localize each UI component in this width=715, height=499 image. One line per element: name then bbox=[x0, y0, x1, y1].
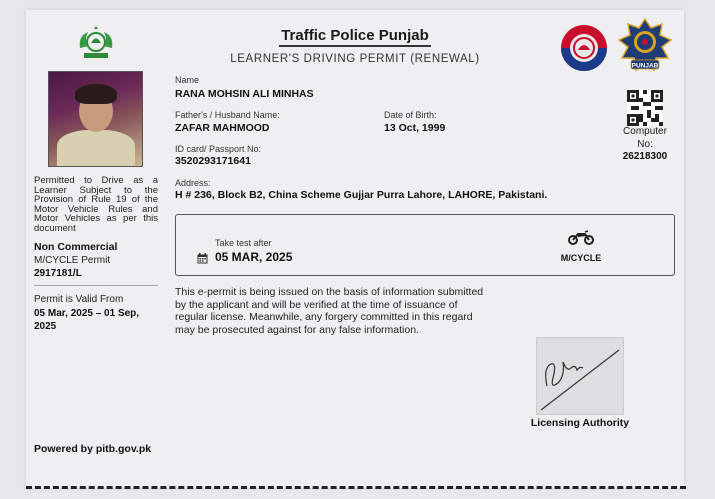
father-name: ZAFAR MAHMOOD bbox=[175, 122, 270, 134]
address-label: Address: bbox=[175, 178, 211, 188]
test-date: 05 MAR, 2025 bbox=[215, 250, 293, 264]
applicant-photo bbox=[48, 71, 143, 167]
signature-icon bbox=[537, 338, 623, 414]
signature-caption: Licensing Authority bbox=[530, 417, 630, 429]
test-label: Take test after bbox=[215, 238, 272, 248]
qr-code-icon bbox=[627, 90, 663, 126]
father-name-label: Father's / Husband Name: bbox=[175, 110, 280, 120]
calendar-icon bbox=[197, 253, 208, 264]
vehicle-category: Non Commercial bbox=[34, 241, 118, 253]
computer-number: 26218300 bbox=[622, 151, 668, 162]
svg-text:PUNJAB: PUNJAB bbox=[631, 62, 659, 70]
name-label: Name bbox=[175, 75, 200, 85]
page-subtitle: LEARNER'S DRIVING PERMIT (RENEWAL) bbox=[230, 53, 480, 65]
page-title: Traffic Police Punjab bbox=[26, 27, 684, 44]
date-of-birth: 13 Oct, 1999 bbox=[384, 122, 446, 134]
powered-by: Powered by pitb.gov.pk bbox=[34, 443, 152, 455]
punjab-police-emblem-icon bbox=[560, 24, 608, 72]
cut-line bbox=[26, 486, 686, 489]
applicant-name: RANA MOHSIN ALI MINHAS bbox=[175, 88, 314, 100]
disclaimer-text: This e-permit is being issued on the basis of information submitted by the applicant and will be verified at the time of issuance of regular license. Meanwhile, any forgery committed in this regard may be prosecuted against for any false information. bbox=[175, 286, 484, 336]
valid-label: Permit is Valid From bbox=[34, 294, 124, 305]
dob-label: Date of Birth: bbox=[384, 110, 437, 120]
valid-range: 05 Mar, 2025 – 01 Sep, 2025 bbox=[34, 308, 140, 332]
test-vehicle: M/CYCLE bbox=[560, 253, 602, 263]
permit-number: 2917181/L bbox=[34, 268, 82, 279]
signature-box bbox=[536, 337, 624, 415]
address: H # 236, Block B2, China Scheme Gujjar Purra Lahore, LAHORE, Pakistani. bbox=[175, 189, 548, 201]
id-number: 3520293171641 bbox=[175, 155, 251, 167]
motorcycle-icon bbox=[568, 229, 594, 245]
permit-conditions-text: Permitted to Drive as a Learner Subject to the Provision of Rule 19 of the Motor Vehicle Rules and Motor Vehicles as per this document bbox=[34, 175, 158, 234]
id-label: ID card/ Passport No: bbox=[175, 144, 262, 154]
permit-card bbox=[26, 10, 684, 488]
left-divider bbox=[34, 285, 158, 286]
computer-no-label: Computer No: bbox=[623, 126, 667, 150]
traffic-police-emblem-icon bbox=[618, 18, 672, 74]
permit-type: M/CYCLE Permit bbox=[34, 255, 111, 266]
